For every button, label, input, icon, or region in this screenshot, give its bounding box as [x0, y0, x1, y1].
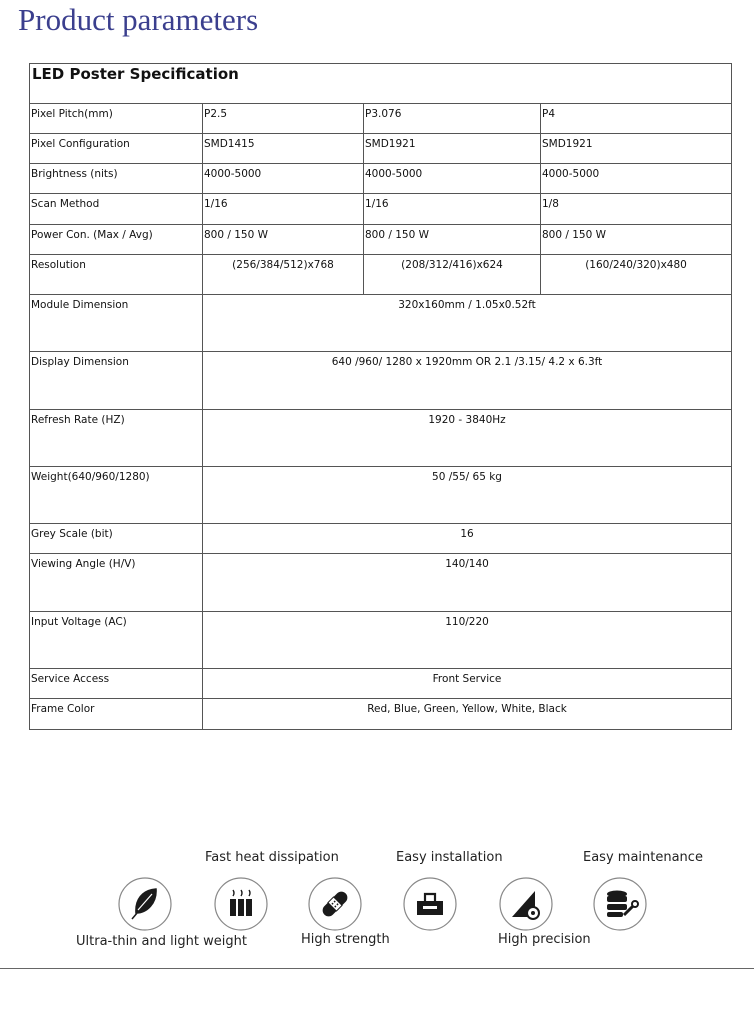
table-row	[30, 164, 732, 194]
row-label: Refresh Rate (HZ)	[30, 410, 203, 467]
row-value: 16	[203, 524, 732, 554]
feature-label: High strength	[301, 932, 390, 947]
row-value: SMD1415	[203, 134, 364, 164]
table-row	[30, 554, 732, 612]
row-value: 320x160mm / 1.05x0.52ft	[203, 295, 732, 352]
row-value: 800 / 150 W	[364, 225, 541, 255]
table-row	[30, 225, 732, 255]
row-value: P2.5	[203, 104, 364, 134]
row-value: 640 /960/ 1280 x 1920mm OR 2.1 /3.15/ 4.2 x 6.3ft	[203, 352, 732, 410]
table-row	[30, 524, 732, 554]
precision-gear-icon	[500, 878, 552, 930]
feature-label: Ultra-thin and light weight	[76, 934, 247, 949]
spec-table	[29, 63, 732, 730]
table-row	[30, 410, 732, 467]
table-heading-row	[30, 64, 732, 104]
row-value: (160/240/320)x480	[541, 255, 732, 295]
table-row	[30, 104, 732, 134]
page-title: Product parameters	[18, 2, 259, 37]
row-value: P3.076	[364, 104, 541, 134]
installation-icon	[404, 878, 456, 930]
table-row	[30, 295, 732, 352]
row-value: 4000-5000	[203, 164, 364, 194]
row-label: Weight(640/960/1280)	[30, 467, 203, 524]
row-label: Grey Scale (bit)	[30, 524, 203, 554]
feature-strip	[0, 840, 754, 970]
row-label: Pixel Configuration	[30, 134, 203, 164]
feature-icon	[214, 877, 268, 931]
row-label: Display Dimension	[30, 352, 203, 410]
heatsink-icon	[215, 878, 267, 930]
row-label: Service Access	[30, 669, 203, 699]
feature-icon	[593, 877, 647, 931]
row-value: 1/16	[203, 194, 364, 225]
row-value: Red, Blue, Green, Yellow, White, Black	[203, 699, 732, 730]
row-value: 1/8	[541, 194, 732, 225]
row-label: Resolution	[30, 255, 203, 295]
feather-icon	[119, 878, 171, 930]
row-value: P4	[541, 104, 732, 134]
table-heading: LED Poster Specification	[30, 64, 732, 104]
table-row	[30, 194, 732, 225]
row-value: (208/312/416)x624	[364, 255, 541, 295]
feature-label: High precision	[498, 932, 591, 947]
bandage-icon	[309, 878, 361, 930]
feature-icon	[118, 877, 172, 931]
row-label: Pixel Pitch(mm)	[30, 104, 203, 134]
row-value: 4000-5000	[364, 164, 541, 194]
row-value: 110/220	[203, 612, 732, 669]
table-row	[30, 699, 732, 730]
feature-icon	[403, 877, 457, 931]
table-row	[30, 134, 732, 164]
feature-icon	[308, 877, 362, 931]
bottom-divider	[0, 968, 754, 969]
row-value: (256/384/512)x768	[203, 255, 364, 295]
row-value: Front Service	[203, 669, 732, 699]
table-row	[30, 255, 732, 295]
table-row	[30, 467, 732, 524]
row-value: 1920 - 3840Hz	[203, 410, 732, 467]
feature-icon	[499, 877, 553, 931]
row-value: SMD1921	[541, 134, 732, 164]
feature-label: Easy installation	[396, 850, 503, 865]
row-value: 800 / 150 W	[541, 225, 732, 255]
row-label: Viewing Angle (H/V)	[30, 554, 203, 612]
row-label: Input Voltage (AC)	[30, 612, 203, 669]
feature-label: Fast heat dissipation	[205, 850, 339, 865]
row-label: Frame Color	[30, 699, 203, 730]
row-value: 140/140	[203, 554, 732, 612]
table-row	[30, 612, 732, 669]
row-value: SMD1921	[364, 134, 541, 164]
maintenance-tools-icon	[594, 878, 646, 930]
table-row	[30, 669, 732, 699]
table-row	[30, 352, 732, 410]
row-label: Power Con. (Max / Avg)	[30, 225, 203, 255]
row-value: 4000-5000	[541, 164, 732, 194]
row-value: 1/16	[364, 194, 541, 225]
row-label: Module Dimension	[30, 295, 203, 352]
feature-label: Easy maintenance	[583, 850, 703, 865]
row-label: Brightness (nits)	[30, 164, 203, 194]
row-value: 800 / 150 W	[203, 225, 364, 255]
row-label: Scan Method	[30, 194, 203, 225]
row-value: 50 /55/ 65 kg	[203, 467, 732, 524]
